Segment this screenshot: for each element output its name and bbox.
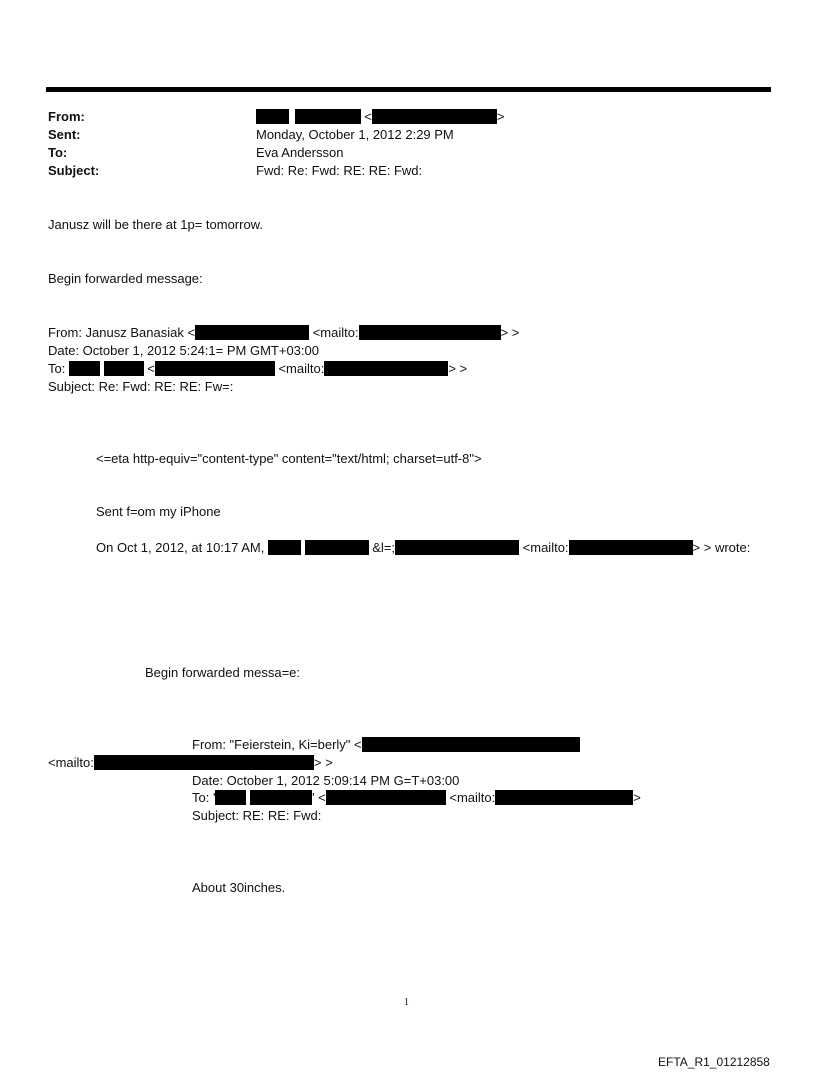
sent-value: Monday, October 1, 2012 2:29 PM <box>256 127 454 142</box>
redaction <box>326 790 446 805</box>
redaction <box>372 109 497 124</box>
fwd2-from-text: From: "Feierstein, Ki=berly" < <box>192 737 362 752</box>
on-mailto: <mailto: <box>522 540 569 555</box>
fwd2-mailto-line <box>48 755 333 770</box>
meta-line: <=eta http-equiv="content-type" content="text/html; charset=utf-8"> <box>96 451 482 466</box>
sent-label: Sent: <box>48 127 81 142</box>
redaction <box>215 790 246 805</box>
body-line: Janusz will be there at 1p= tomorrow. <box>48 217 263 232</box>
fwd1-mailto: <mailto: <box>312 325 359 340</box>
redaction <box>359 325 501 340</box>
fwd2-gt: > <box>633 790 641 805</box>
redaction <box>569 540 693 555</box>
subject-label: Subject: <box>48 163 100 178</box>
from-gt: > <box>496 109 505 124</box>
fwd1-from-line <box>48 325 519 340</box>
fwd2-to-mailto: <mailto: <box>449 790 496 805</box>
redaction <box>324 361 448 376</box>
redaction <box>256 109 289 124</box>
footer-id: EFTA_R1_01212858 <box>658 1055 770 1069</box>
to-label: To: <box>48 145 68 160</box>
to-value: Eva Andersson <box>256 145 344 160</box>
fwd2-to-label: To: ' <box>192 790 216 805</box>
sent-from-line: Sent f=om my iPhone <box>96 504 221 519</box>
fwd2-to-mid: ' < <box>312 790 326 805</box>
redaction <box>250 790 312 805</box>
redaction <box>395 540 519 555</box>
on-prefix: On Oct 1, 2012, at 10:17 AM, <box>96 540 265 555</box>
from-label: From: <box>48 109 85 124</box>
begin-forwarded-nested: Begin forwarded messa=e: <box>145 665 301 680</box>
redaction <box>362 737 580 752</box>
fwd2-mailto: <mailto: <box>48 755 94 770</box>
redaction <box>155 361 275 376</box>
amp-text: &l=; <box>372 540 396 555</box>
fwd1-date: Date: October 1, 2012 5:24:1= PM GMT+03:00 <box>48 343 319 358</box>
fwd1-close: > > <box>500 325 520 340</box>
header-rule <box>46 87 771 92</box>
from-lt: < <box>364 109 372 124</box>
on-wrote-line <box>96 540 750 555</box>
fwd1-from-text: From: Janusz Banasiak < <box>48 325 196 340</box>
fwd1-to-mailto: <mailto: <box>278 361 325 376</box>
begin-forwarded: Begin forwarded message: <box>48 271 203 286</box>
page-number: 1 <box>404 997 409 1008</box>
from-value <box>256 109 504 124</box>
fwd1-to-line <box>48 361 467 376</box>
fwd1-to-label: To: <box>48 361 66 376</box>
fwd1-to-close: > > <box>448 361 468 376</box>
redaction <box>495 790 633 805</box>
redaction <box>195 325 309 340</box>
redaction <box>268 540 301 555</box>
wrote-text: > > wrote: <box>692 540 751 555</box>
fwd2-close: > > <box>313 755 333 770</box>
subject-value: Fwd: Re: Fwd: RE: RE: Fwd: <box>256 163 423 178</box>
redaction <box>94 755 314 770</box>
fwd2-to-line <box>192 790 641 805</box>
fwd1-subject: Subject: Re: Fwd: RE: RE: Fw=: <box>48 379 234 394</box>
redaction <box>305 540 369 555</box>
fwd2-subject: Subject: RE: RE: Fwd: <box>192 808 322 823</box>
fwd2-from-line <box>192 737 580 752</box>
redaction <box>295 109 361 124</box>
redaction <box>104 361 144 376</box>
redaction <box>69 361 100 376</box>
about-line: About 30inches. <box>192 880 286 895</box>
fwd1-lt: < <box>147 361 155 376</box>
fwd2-date: Date: October 1, 2012 5:09:14 PM G=T+03:00 <box>192 773 460 788</box>
